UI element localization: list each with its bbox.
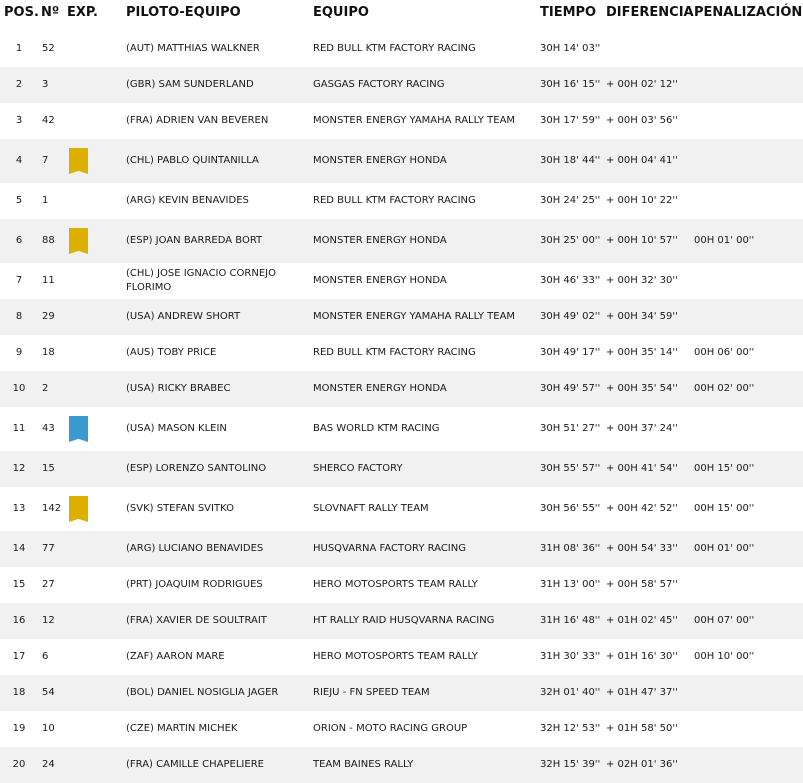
total-time: 30H 49' 02''	[540, 311, 601, 322]
penalty-time: 00H 06' 00''	[694, 347, 755, 358]
table-row[interactable]	[0, 675, 803, 711]
pos-cell: 18	[12, 687, 26, 698]
total-time: 31H 30' 33''	[540, 651, 601, 662]
penalty-time: 00H 02' 00''	[694, 383, 755, 394]
penalty-time: 00H 15' 00''	[694, 503, 755, 514]
total-time: 30H 18' 44''	[540, 155, 601, 166]
rider-name: (CHL) PABLO QUINTANILLA	[126, 155, 259, 166]
header-equipo: EQUIPO	[313, 5, 369, 20]
bib-number: 142	[42, 503, 62, 514]
team-name: RED BULL KTM FACTORY RACING	[313, 347, 476, 358]
total-time: 30H 51' 27''	[540, 423, 601, 434]
time-difference: + 01H 58' 50''	[606, 723, 678, 734]
team-name: HT RALLY RAID HUSQVARNA RACING	[313, 615, 495, 626]
team-name: SHERCO FACTORY	[313, 463, 403, 474]
bib-number: 29	[42, 311, 55, 322]
header-exp: EXP.	[67, 5, 98, 20]
rider-name: (PRT) JOAQUIM RODRIGUES	[126, 579, 263, 590]
team-name: RED BULL KTM FACTORY RACING	[313, 43, 476, 54]
total-time: 32H 15' 39''	[540, 759, 601, 770]
table-row[interactable]	[0, 335, 803, 371]
bib-number: 2	[42, 383, 49, 394]
team-name: HERO MOTOSPORTS TEAM RALLY	[313, 651, 478, 662]
header-piloto: PILOTO-EQUIPO	[126, 5, 241, 20]
table-row[interactable]	[0, 31, 803, 67]
total-time: 30H 17' 59''	[540, 115, 601, 126]
bib-number: 77	[42, 543, 55, 554]
pos-cell: 13	[12, 503, 26, 514]
total-time: 32H 01' 40''	[540, 687, 601, 698]
time-difference: + 00H 58' 57''	[606, 579, 678, 590]
table-row[interactable]	[0, 567, 803, 603]
bib-number: 42	[42, 115, 55, 126]
total-time: 30H 16' 15''	[540, 79, 601, 90]
pos-cell: 15	[12, 579, 26, 590]
total-time: 31H 13' 00''	[540, 579, 601, 590]
rider-name: (CZE) MARTIN MICHEK	[126, 723, 238, 734]
team-name: MONSTER ENERGY HONDA	[313, 275, 447, 286]
team-name: SLOVNAFT RALLY TEAM	[313, 503, 429, 514]
table-row[interactable]	[0, 67, 803, 103]
pos-cell: 16	[12, 615, 26, 626]
team-name: MONSTER ENERGY HONDA	[313, 235, 447, 246]
gold-badge-icon	[69, 148, 88, 174]
time-difference: + 00H 10' 22''	[606, 195, 678, 206]
rider-name: (ARG) KEVIN BENAVIDES	[126, 195, 249, 206]
rider-name: (FRA) ADRIEN VAN BEVEREN	[126, 115, 269, 126]
bib-number: 18	[42, 347, 55, 358]
time-difference: + 01H 16' 30''	[606, 651, 678, 662]
team-name: RED BULL KTM FACTORY RACING	[313, 195, 476, 206]
total-time: 30H 49' 17''	[540, 347, 601, 358]
table-row[interactable]	[0, 639, 803, 675]
table-header	[0, 0, 803, 31]
time-difference: + 00H 04' 41''	[606, 155, 678, 166]
bib-number: 27	[42, 579, 55, 590]
time-difference: + 00H 41' 54''	[606, 463, 678, 474]
pos-cell: 2	[15, 79, 23, 90]
bib-number: 7	[42, 155, 49, 166]
header-num: Nº	[41, 5, 60, 20]
table-row[interactable]	[0, 711, 803, 747]
pos-cell: 3	[15, 115, 23, 126]
bib-number: 43	[42, 423, 55, 434]
rider-name: (USA) MASON KLEIN	[126, 423, 227, 434]
total-time: 30H 24' 25''	[540, 195, 601, 206]
team-name: GASGAS FACTORY RACING	[313, 79, 445, 90]
team-name: MONSTER ENERGY HONDA	[313, 155, 447, 166]
pos-cell: 11	[12, 423, 26, 434]
pos-cell: 12	[12, 463, 26, 474]
table-row[interactable]	[0, 219, 803, 263]
table-row[interactable]	[0, 407, 803, 451]
total-time: 30H 55' 57''	[540, 463, 601, 474]
pos-cell: 17	[12, 651, 26, 662]
header-tiempo: TIEMPO	[540, 5, 597, 20]
rider-name: (ESP) LORENZO SANTOLINO	[126, 463, 267, 474]
rider-name: (USA) RICKY BRABEC	[126, 383, 231, 394]
total-time: 30H 46' 33''	[540, 275, 601, 286]
table-row[interactable]	[0, 263, 803, 299]
bib-number: 6	[42, 651, 49, 662]
table-row[interactable]	[0, 139, 803, 183]
bib-number: 12	[42, 615, 55, 626]
table-row[interactable]	[0, 103, 803, 139]
header-pos: POS.	[4, 5, 39, 20]
team-name: MONSTER ENERGY HONDA	[313, 383, 447, 394]
time-difference: + 00H 35' 54''	[606, 383, 678, 394]
total-time: 30H 14' 03''	[540, 43, 601, 54]
rider-name: (ARG) LUCIANO BENAVIDES	[126, 543, 264, 554]
bib-number: 54	[42, 687, 55, 698]
pos-cell: 1	[15, 43, 23, 54]
blue-badge-icon	[69, 416, 88, 442]
bib-number: 10	[42, 723, 55, 734]
time-difference: + 02H 01' 36''	[606, 759, 678, 770]
team-name: MONSTER ENERGY YAMAHA RALLY TEAM	[313, 115, 516, 126]
team-name: ORION - MOTO RACING GROUP	[313, 723, 468, 734]
table-row[interactable]	[0, 603, 803, 639]
time-difference: + 00H 37' 24''	[606, 423, 678, 434]
total-time: 30H 25' 00''	[540, 235, 601, 246]
penalty-time: 00H 10' 00''	[694, 651, 755, 662]
team-name: MONSTER ENERGY YAMAHA RALLY TEAM	[313, 311, 516, 322]
team-name: HUSQVARNA FACTORY RACING	[313, 543, 466, 554]
team-name: BAS WORLD KTM RACING	[313, 423, 440, 434]
bib-number: 15	[42, 463, 55, 474]
team-name: TEAM BAINES RALLY	[313, 759, 414, 770]
rider-name: (AUT) MATTHIAS WALKNER	[126, 43, 260, 54]
bib-number: 24	[42, 759, 55, 770]
pos-cell: 8	[15, 311, 23, 322]
pos-cell: 5	[15, 195, 23, 206]
time-difference: + 00H 35' 14''	[606, 347, 678, 358]
time-difference: + 01H 02' 45''	[606, 615, 678, 626]
team-name: HERO MOTOSPORTS TEAM RALLY	[313, 579, 478, 590]
pos-cell: 4	[15, 155, 23, 166]
rider-name: (CHL) JOSE IGNACIO CORNEJO FLORIMO	[126, 268, 276, 293]
table-row[interactable]	[0, 371, 803, 407]
team-name: RIEJU - FN SPEED TEAM	[313, 687, 430, 698]
penalty-time: 00H 01' 00''	[694, 543, 755, 554]
bib-number: 11	[42, 275, 55, 286]
penalty-time: 00H 01' 00''	[694, 235, 755, 246]
time-difference: + 01H 47' 37''	[606, 687, 678, 698]
rider-name: (ZAF) AARON MARE	[126, 651, 225, 662]
gold-badge-icon	[69, 496, 88, 522]
rider-name: (FRA) CAMILLE CHAPELIERE	[126, 759, 264, 770]
bib-number: 88	[42, 235, 55, 246]
time-difference: + 00H 32' 30''	[606, 275, 678, 286]
table-row[interactable]	[0, 451, 803, 487]
rider-name: (USA) ANDREW SHORT	[126, 311, 241, 322]
time-difference: + 00H 54' 33''	[606, 543, 678, 554]
rider-name: (GBR) SAM SUNDERLAND	[126, 79, 254, 90]
penalty-time: 00H 07' 00''	[694, 615, 755, 626]
rider-name: (FRA) XAVIER DE SOULTRAIT	[126, 615, 267, 626]
pos-cell: 20	[12, 759, 26, 770]
rider-name: (AUS) TOBY PRICE	[126, 347, 217, 358]
total-time: 31H 08' 36''	[540, 543, 601, 554]
pos-cell: 14	[12, 543, 26, 554]
table-row[interactable]	[0, 487, 803, 531]
pos-cell: 6	[15, 235, 23, 246]
time-difference: + 00H 02' 12''	[606, 79, 678, 90]
gold-badge-icon	[69, 228, 88, 254]
total-time: 32H 12' 53''	[540, 723, 601, 734]
header-diferencia: DIFERENCIA	[606, 5, 694, 20]
time-difference: + 00H 10' 57''	[606, 235, 678, 246]
pos-cell: 19	[12, 723, 26, 734]
table-row[interactable]	[0, 183, 803, 219]
table-row[interactable]	[0, 531, 803, 567]
time-difference: + 00H 03' 56''	[606, 115, 678, 126]
bib-number: 52	[42, 43, 55, 54]
bib-number: 1	[42, 195, 49, 206]
pos-cell: 7	[15, 275, 23, 286]
penalty-time: 00H 15' 00''	[694, 463, 755, 474]
total-time: 31H 16' 48''	[540, 615, 601, 626]
rider-name: (BOL) DANIEL NOSIGLIA JAGER	[126, 687, 279, 698]
header-penalizacion: PENALIZACIÓN	[694, 5, 803, 20]
rider-name: (ESP) JOAN BARREDA BORT	[126, 235, 263, 246]
total-time: 30H 56' 55''	[540, 503, 601, 514]
pos-cell: 10	[12, 383, 26, 394]
pos-cell: 9	[15, 347, 23, 358]
table-row[interactable]	[0, 299, 803, 335]
table-body	[0, 31, 803, 783]
table-row[interactable]	[0, 747, 803, 783]
time-difference: + 00H 34' 59''	[606, 311, 678, 322]
bib-number: 3	[42, 79, 49, 90]
total-time: 30H 49' 57''	[540, 383, 601, 394]
time-difference: + 00H 42' 52''	[606, 503, 678, 514]
rider-name: (SVK) STEFAN SVITKO	[126, 503, 234, 514]
